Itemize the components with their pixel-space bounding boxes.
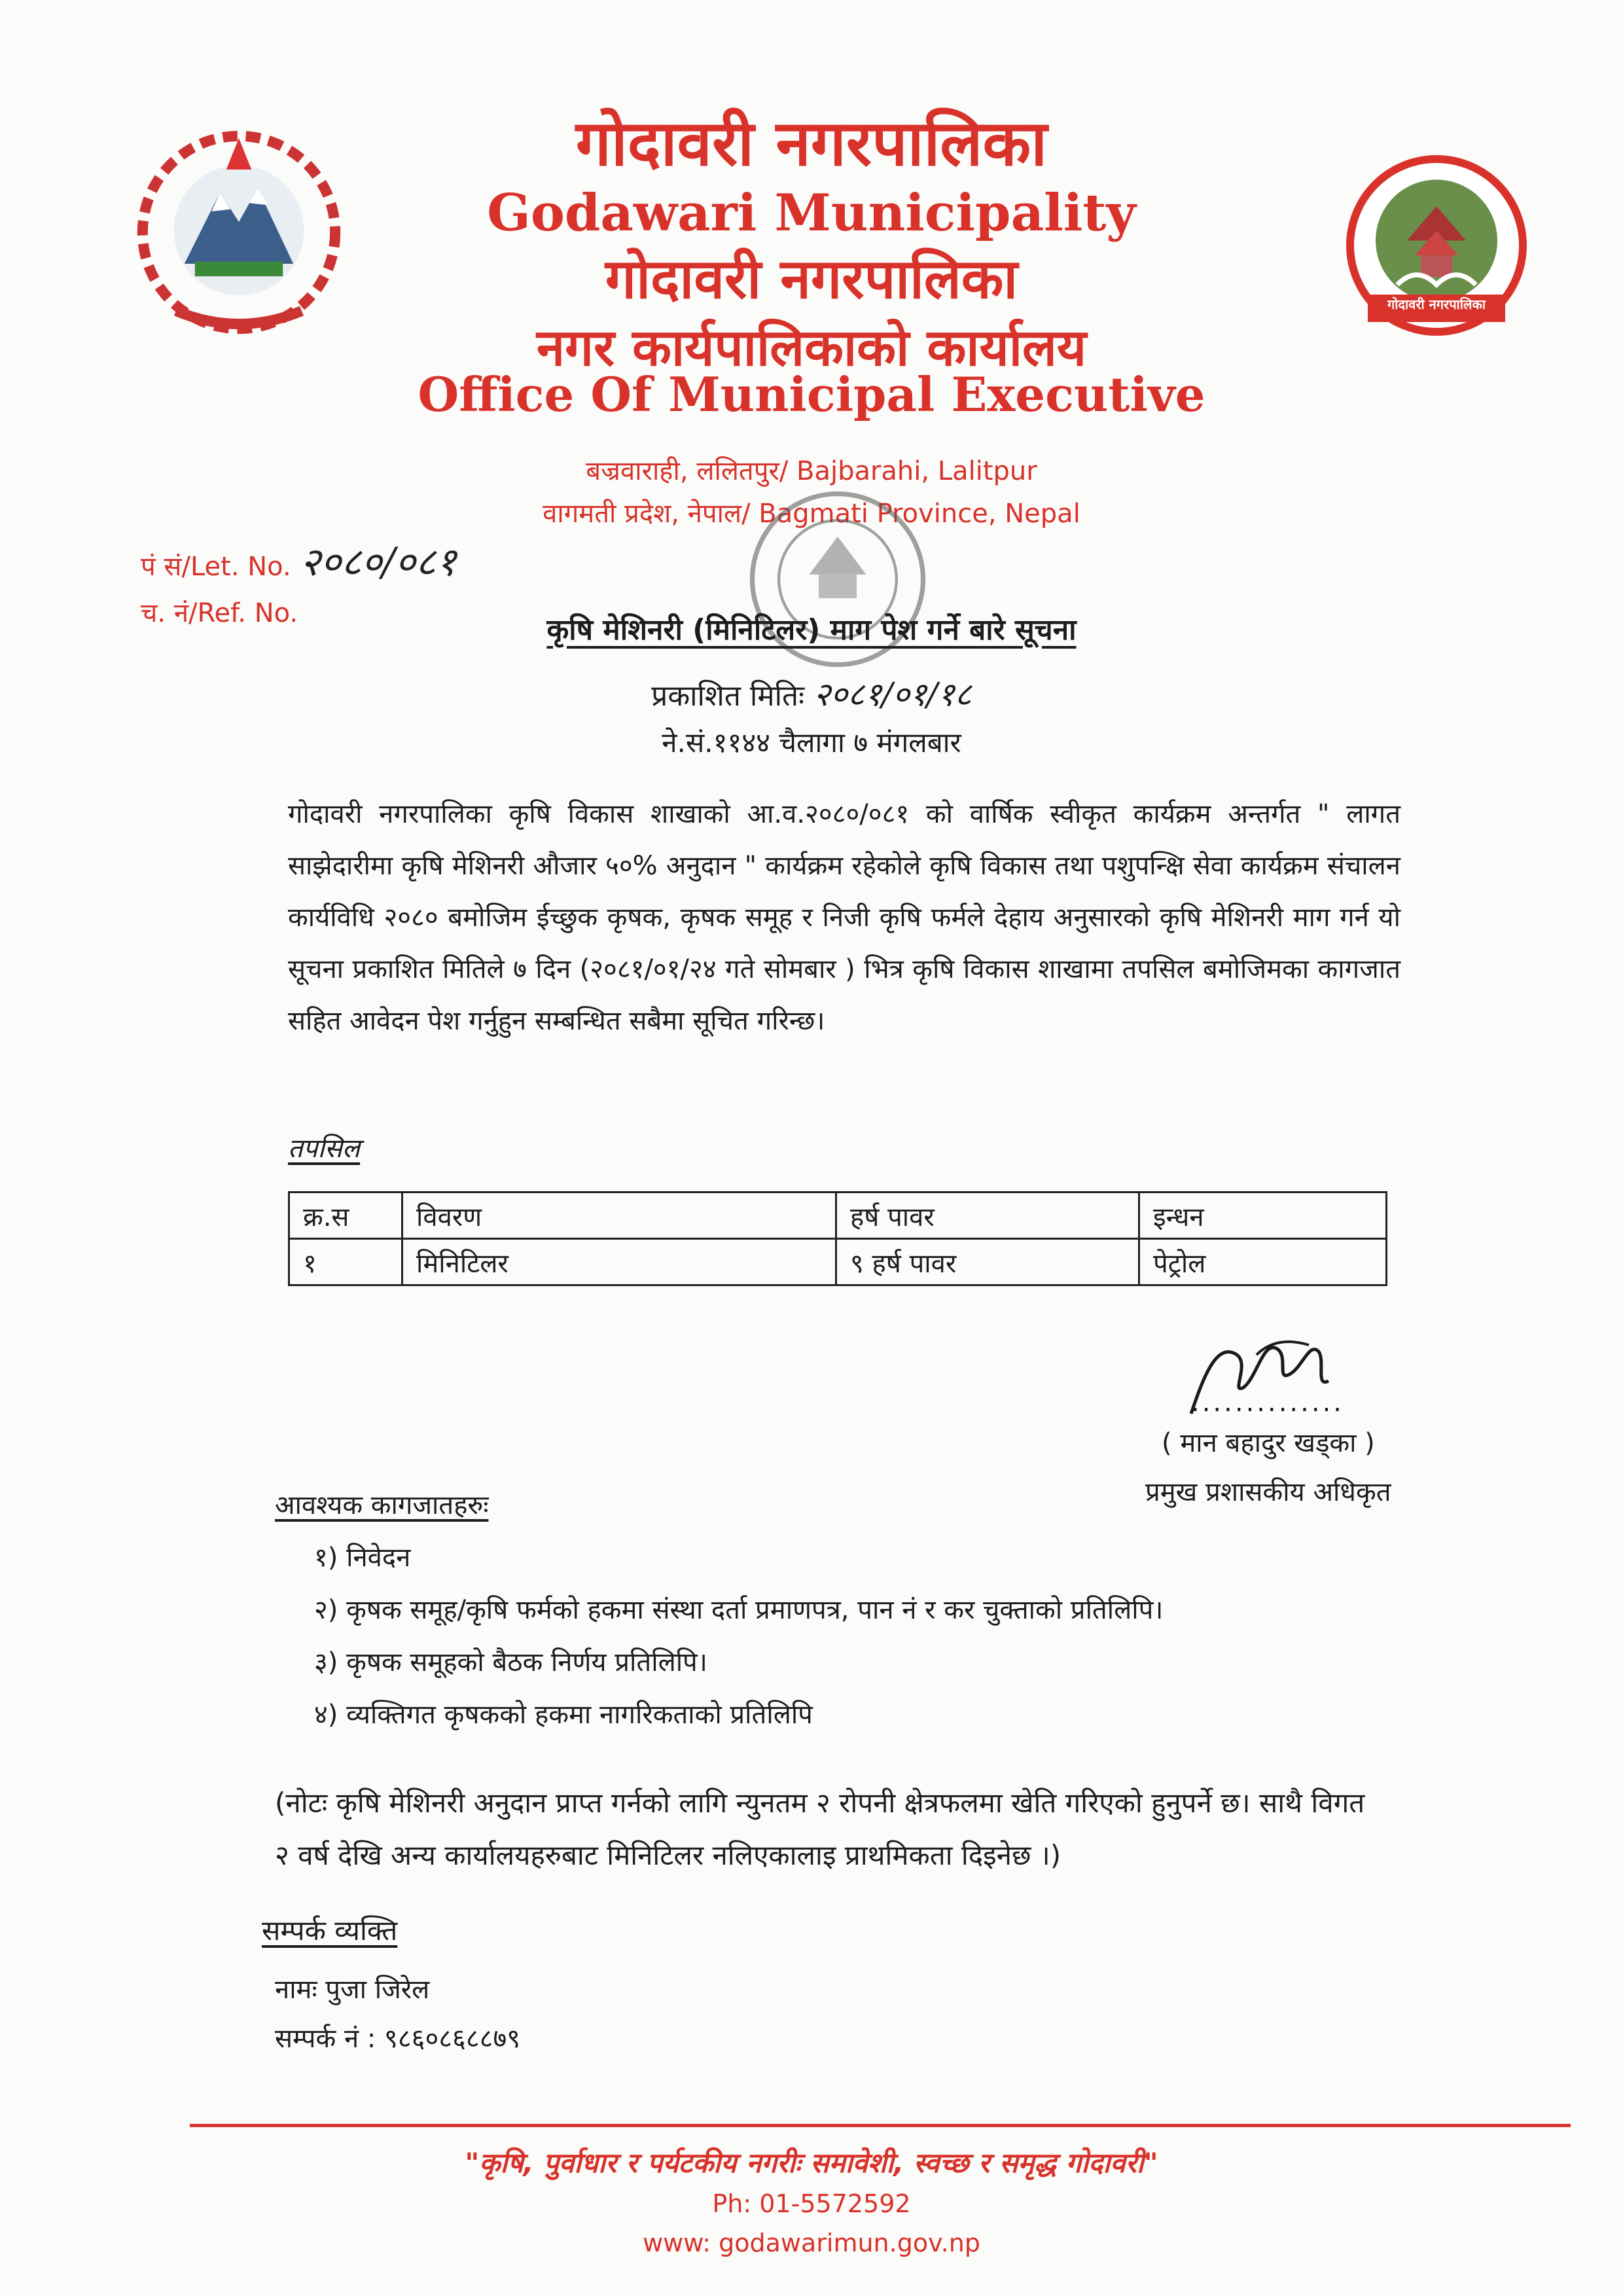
address-line-1: बज्रवाराही, ललितपुर/ Bajbarahi, Lalitpur (586, 456, 1037, 486)
municipality-name-np: गोदावरी नगरपालिका (575, 106, 1048, 180)
table-row (289, 1239, 1387, 1285)
contact-name: नामः पुजा जिरेल (275, 1975, 430, 2005)
office-name-np: नगर कार्यपालिकाको कार्यालय (536, 318, 1087, 378)
cell-description: मिनिटिलर (402, 1239, 836, 1285)
letter-number-label: पं सं/Let. No. (141, 552, 291, 582)
contact-heading: सम्पर्क व्यक्ति (262, 1914, 398, 1946)
contact-phone: सम्पर्क नं : ९८६०८६८८७९ (275, 2024, 521, 2054)
note-text: (नोटः कृषि मेशिनरी अनुदान प्राप्त गर्नको लागि न्युनतम २ रोपनी क्षेत्रफलमा खेति गरिएको हुनुपर्ने छ। साथै विगत २ वर्ष देखि अन्य कार्यालयहरुबाट मिनिटिलर नलिएकालाइ प्राथमिकता दिइनेछ ।) (275, 1787, 1365, 1871)
cell-fuel: पेट्रोल (1139, 1239, 1387, 1285)
signature-dots: .............. (1191, 1388, 1345, 1418)
logo-caption: गोदावरी नगरपालिका (1387, 296, 1486, 312)
municipality-name-en: Godawari Municipality (487, 183, 1136, 243)
office-name-en: Office Of Municipal Executive (418, 367, 1205, 422)
list-item: १) निवेदन (314, 1543, 411, 1573)
cell-serial: १ (289, 1239, 402, 1285)
notice-title-text: कृषि मेशिनरी (मिनिटिलर) माग पेश गर्ने बारे सूचना (546, 613, 1077, 647)
details-table (288, 1191, 1387, 1286)
reference-number-label: च. नं/Ref. No. (141, 598, 298, 628)
published-date-label: प्रकाशित मितिः (651, 679, 804, 713)
letter-number-value: २०८०/०८१ (300, 539, 457, 585)
municipality-name-newari: गोदावरी नगरपालिका (605, 246, 1018, 311)
signatory-title: प्रमुख प्रशासकीय अधिकृत (1145, 1477, 1391, 1507)
required-docs-list (314, 1532, 1163, 1741)
list-item: ३) कृषक समूहको बैठक निर्णय प्रतिलिपि। (314, 1647, 707, 1677)
table-header-row (289, 1193, 1387, 1239)
notice-title (0, 609, 1623, 648)
nepal-sambat-date: ने.सं.११४४ चैलागा ७ मंगलबार (662, 726, 961, 759)
cell-horsepower: ९ हर्ष पावर (836, 1239, 1139, 1285)
address-line-2: वागमती प्रदेश, नेपाल/ Bagmati Province, Nepal (543, 499, 1080, 529)
footer-website[interactable]: www: godawarimun.gov.np (643, 2229, 980, 2257)
footer-slogan: "कृषि, पुर्वाधार र पर्यटकीय नगरीः समावेशी, स्वच्छ र समृद्ध गोदावरी" (465, 2147, 1158, 2179)
list-item: ४) व्यक्तिगत कृषकको हकमा नागरिकताको प्रतिलिपि (314, 1700, 813, 1730)
header-horsepower: हर्ष पावर (836, 1193, 1139, 1239)
footer-phone: Ph: 01-5572592 (712, 2189, 911, 2218)
footer-divider (190, 2124, 1571, 2127)
required-docs-heading: आवश्यक कागजातहरुः (275, 1490, 489, 1520)
header-description: विवरण (402, 1193, 836, 1239)
header-fuel: इन्धन (1139, 1193, 1387, 1239)
published-date-value: २०८१/०१/१८ (813, 675, 972, 713)
notice-body-paragraph: गोदावरी नगरपालिका कृषि विकास शाखाको आ.व.२०८०/०८१ को वार्षिक स्वीकृत कार्यक्रम अन्तर्गत " लागत साझेदारीमा कृषि मेशिनरी औजार ५०% अनुदान " कार्यक्रम रहेकोले कृषि विकास तथा पशुपन्क्षि सेवा कार्यक्रम संचालन कार्यविधि २०८० बमोजिम ईच्छुक कृषक, कृषक समूह र निजी कृषि फर्मले देहाय अनुसारको कृषि मेशिनरी माग गर्न यो सूचना प्रकाशित मितिले ७ दिन (२०८१/०१/२४ गते सोमबार ) भित्र कृषि विकास शाखामा तपसिल बमोजिमका कागजात सहित आवेदन पेश गर्नुहुन सम्बन्धित सबैमा सूचित गरिन्छ। (288, 799, 1400, 1036)
letter-number-row (141, 533, 456, 587)
published-date-row (0, 671, 1623, 715)
details-heading: तपसिल (288, 1134, 361, 1164)
list-item: २) कृषक समूह/कृषि फर्मको हकमा संस्था दर्ता प्रमाणपत्र, पान नं र कर चुक्ताको प्रतिलिपि। (314, 1595, 1164, 1625)
header-serial: क्र.स (289, 1193, 402, 1239)
signatory-name: ( मान बहादुर खड्का ) (1162, 1428, 1375, 1458)
